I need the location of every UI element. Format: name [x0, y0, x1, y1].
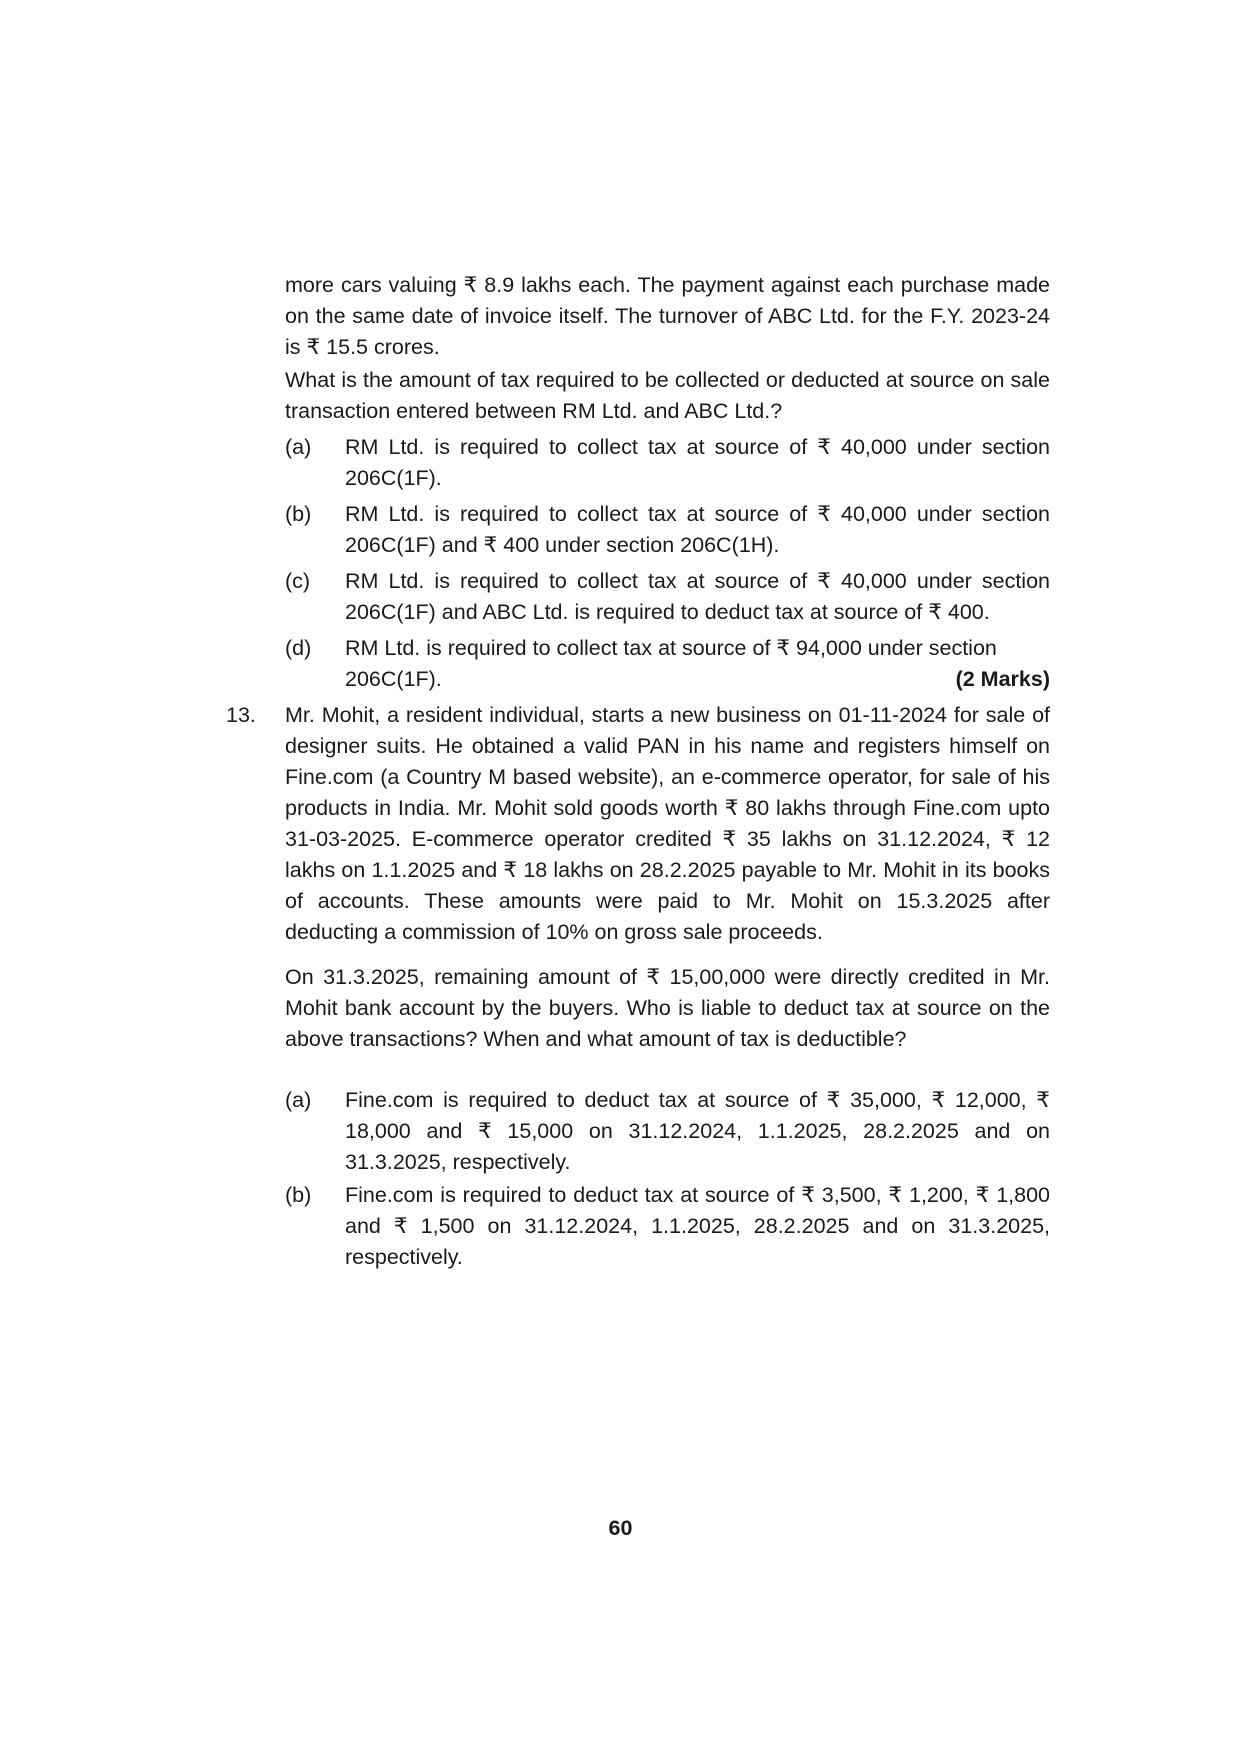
option-text-line: 206C(1F). — [345, 667, 442, 691]
marks-label: (2 Marks) — [955, 667, 1050, 691]
option-label: (b) — [285, 502, 312, 526]
q13-paragraph-2: On 31.3.2025, remaining amount of ₹ 15,00,000 were directly credited in Mr. Mohit bank account by the buyers. Who is liable to deduct tax at source on the above transactions? When and what amount of tax is deductible? — [285, 965, 1050, 1051]
q12-stem-continuation: more cars valuing ₹ 8.9 lakhs each. The payment against each purchase made on the same date of invoice itself. The turnover of ABC Ltd. for the F.Y. 2023-24 is ₹ 15.5 crores. — [285, 273, 1050, 359]
q12-option-a — [285, 432, 1050, 494]
option-marks-line — [345, 664, 1050, 695]
q13-option-a — [285, 1085, 1050, 1178]
option-label: (b) — [285, 1183, 312, 1207]
q12-option-c — [285, 566, 1050, 628]
option-text: RM Ltd. is required to collect tax at source of ₹ 40,000 under section 206C(1F) and ₹ 400 under section 206C(1H). — [345, 502, 1050, 557]
option-text-line: RM Ltd. is required to collect tax at source of ₹ 94,000 under section — [345, 636, 997, 660]
q12-option-d — [285, 633, 1050, 695]
q12-question-text: What is the amount of tax required to be collected or deducted at source on sale transaction entered between RM Ltd. and ABC Ltd.? — [285, 368, 1050, 423]
q13-option-b — [285, 1180, 1050, 1273]
option-label: (a) — [285, 435, 312, 459]
page-number: 60 — [608, 1516, 633, 1540]
q12-option-b — [285, 499, 1050, 561]
option-text: Fine.com is required to deduct tax at source of ₹ 3,500, ₹ 1,200, ₹ 1,800 and ₹ 1,500 on 31.12.2024, 1.1.2025, 28.2.2025 and on 31.3.2025, respectively. — [345, 1183, 1050, 1269]
option-label: (d) — [285, 636, 312, 660]
option-text — [345, 633, 1050, 695]
option-text: RM Ltd. is required to collect tax at source of ₹ 40,000 under section 206C(1F). — [345, 435, 1050, 490]
question-number: 13. — [226, 703, 256, 727]
option-label: (c) — [285, 569, 311, 593]
option-text: RM Ltd. is required to collect tax at source of ₹ 40,000 under section 206C(1F) and ABC Ltd. is required to deduct tax at source of ₹ 400. — [345, 569, 1050, 624]
option-label: (a) — [285, 1088, 312, 1112]
option-text: Fine.com is required to deduct tax at source of ₹ 35,000, ₹ 12,000, ₹ 18,000 and ₹ 15,000 on 31.12.2024, 1.1.2025, 28.2.2025 and on 31.3.2025, respectively. — [345, 1088, 1050, 1174]
q13-paragraph-1: Mr. Mohit, a resident individual, starts a new business on 01-11-2024 for sale of designer suits. He obtained a valid PAN in his name and registers himself on Fine.com (a Country M based website), an e-commerce operator, for sale of his products in India. Mr. Mohit sold goods worth ₹ 80 lakhs through Fine.com upto 31-03-2025. E-commerce operator credited ₹ 35 lakhs on 31.12.2024, ₹ 12 lakhs on 1.1.2025 and ₹ 18 lakhs on 28.2.2025 payable to Mr. Mohit in its books of accounts. These amounts were paid to Mr. Mohit on 15.3.2025 after deducting a commission of 10% on gross sale proceeds. — [285, 703, 1050, 944]
